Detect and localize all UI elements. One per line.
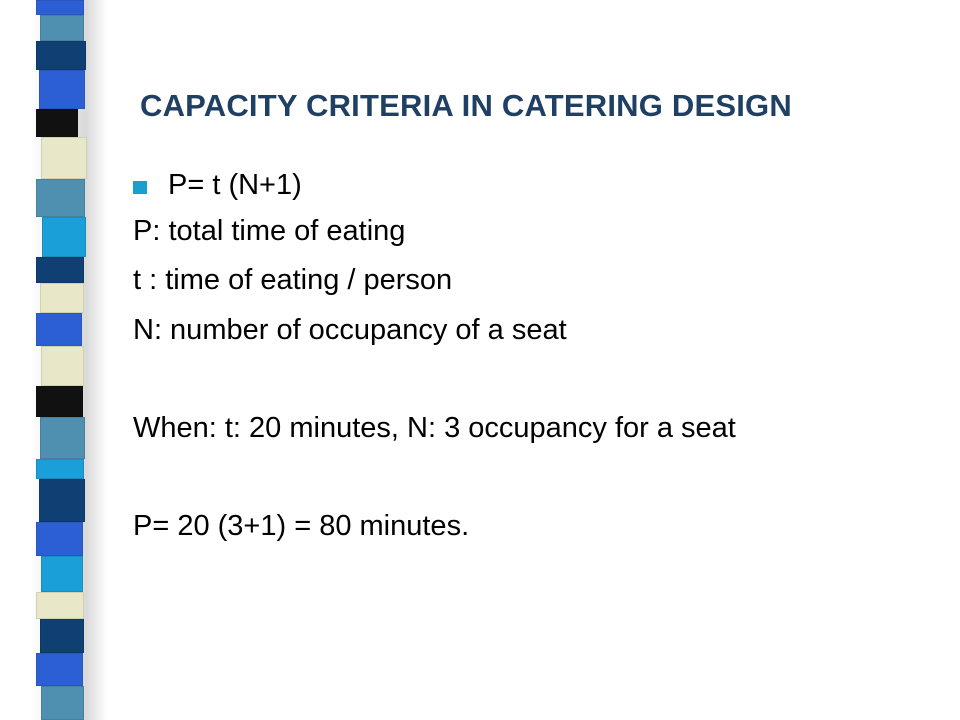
mosaic-block: [36, 459, 84, 479]
mosaic-column: [36, 0, 90, 720]
mosaic-block: [42, 217, 86, 257]
mosaic-block: [41, 346, 84, 386]
definition-time-per-person: t : time of eating / person: [133, 264, 453, 296]
mosaic-block: [40, 417, 85, 459]
mosaic-block: [36, 522, 83, 556]
mosaic-block: [36, 179, 85, 217]
mosaic-block: [36, 313, 82, 346]
mosaic-block: [41, 686, 84, 720]
definition-occupancy: N: number of occupancy of a seat: [133, 314, 567, 346]
mosaic-block: [40, 15, 84, 41]
mosaic-block: [40, 619, 84, 653]
mosaic-block: [36, 653, 83, 686]
mosaic-block: [36, 0, 84, 15]
mosaic-block: [39, 479, 85, 522]
mosaic-block: [41, 556, 83, 592]
mosaic-block: [41, 137, 87, 179]
mosaic-block: [39, 70, 85, 109]
example-result: P= 20 (3+1) = 80 minutes.: [133, 510, 470, 542]
mosaic-block: [36, 109, 78, 137]
slide-title: CAPACITY CRITERIA IN CATERING DESIGN: [140, 88, 792, 123]
mosaic-block: [36, 257, 84, 283]
definition-total-time: P: total time of eating: [133, 215, 406, 247]
bullet-text: P= t (N+1): [168, 169, 302, 201]
mosaic-block: [36, 41, 86, 70]
mosaic-block: [36, 592, 84, 619]
square-bullet-icon: [133, 181, 147, 194]
example-conditions: When: t: 20 minutes, N: 3 occupancy for a seat: [133, 412, 736, 444]
decorative-side-strip: [0, 0, 108, 720]
mosaic-block: [40, 283, 84, 313]
mosaic-block: [36, 386, 83, 417]
